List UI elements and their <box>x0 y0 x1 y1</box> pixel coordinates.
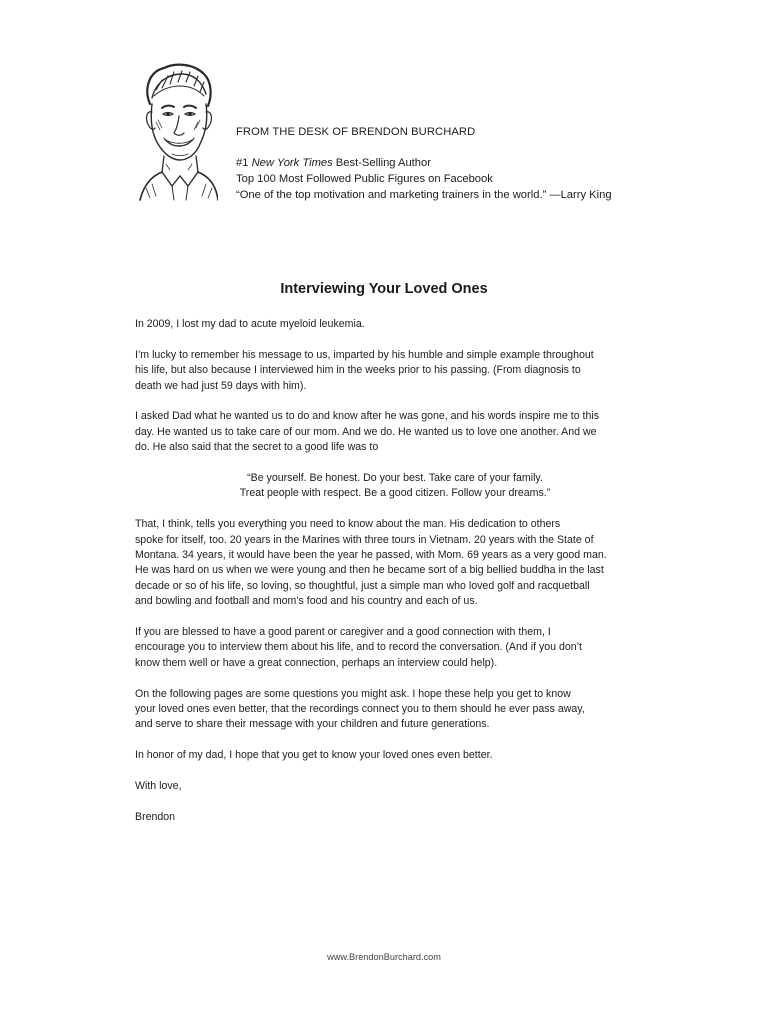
text-line: day. He wanted us to take care of our mom. And we do. He wanted us to love one another. And we <box>135 425 597 438</box>
text-line: spoke for itself, too. 20 years in the Marines with three tours in Vietnam. 20 years with the State of <box>135 533 594 546</box>
signature-name <box>135 810 655 825</box>
letter-body <box>135 317 655 841</box>
text-line: do. He also said that the secret to a good life was to <box>135 441 379 454</box>
text-line: He was hard on us when we were young and then he became sort of a big bellied buddha in the last <box>135 564 604 577</box>
text-line: death we had just 59 days with him). <box>135 379 307 392</box>
text-line: Brendon <box>135 810 176 823</box>
text-line: I’m lucky to remember his message to us, imparted by his humble and simple example throughout <box>135 348 594 361</box>
credential-bestseller <box>236 155 612 171</box>
from-desk-line: FROM THE DESK OF BRENDON BURCHARD <box>236 126 476 138</box>
text-line: his life, but also because I interviewed him in the weeks prior to his passing. (From diagnosis to <box>135 364 581 377</box>
paragraph-3 <box>135 409 655 455</box>
text-line: I asked Dad what he wanted us to do and know after he was gone, and his words inspire me to this <box>135 410 600 423</box>
closing-salutation <box>135 779 655 794</box>
paragraph-6 <box>135 687 655 733</box>
credential-facebook: Top 100 Most Followed Public Figures on Facebook <box>236 173 493 185</box>
quote-line: Treat people with respect. Be a good citizen. Follow your dreams.” <box>239 487 551 500</box>
text-line: and serve to share their message with your children and future generations. <box>135 718 490 731</box>
paragraph-4 <box>135 517 655 609</box>
dad-quote <box>135 471 655 502</box>
text-line: decade or so of his life, so loving, so thoughtful, just a simple man who loved golf and racquetball <box>135 579 590 592</box>
newspaper-name: New York Times <box>251 157 333 169</box>
text-line: With love, <box>135 780 182 793</box>
credential-prefix: #1 <box>236 157 252 169</box>
paragraph-1 <box>135 317 655 332</box>
testimonial-quote: “One of the top motivation and marketing trainers in the world.” —Larry King <box>236 189 612 201</box>
quote-line: “Be yourself. Be honest. Do your best. Take care of your family. <box>247 472 543 485</box>
text-line: In 2009, I lost my dad to acute myeloid leukemia. <box>135 318 365 330</box>
text-line: encourage you to interview them about his life, and to record the conversation. (And if you don’t <box>135 641 582 654</box>
text-line: know them well or have a great connection, perhaps an interview could help). <box>135 656 498 669</box>
text-line: and bowling and football and mom’s food and his country and each of us. <box>135 595 478 608</box>
letterhead <box>236 124 612 203</box>
text-line: In honor of my dad, I hope that you get to know your loved ones even better. <box>135 749 493 762</box>
footer-url: www.BrendonBurchard.com <box>327 952 441 962</box>
paragraph-5 <box>135 625 655 671</box>
paragraph-2 <box>135 348 655 394</box>
paragraph-7 <box>135 748 655 763</box>
page-title: Interviewing Your Loved Ones <box>280 281 488 297</box>
text-line: On the following pages are some questions you might ask. I hope these help you get to know <box>135 687 571 700</box>
text-line: Montana. 34 years, it would have been the year he passed, with Mom. 69 years as a very good man. <box>135 549 607 562</box>
text-line: That, I think, tells you everything you need to know about the man. His dedication to others <box>135 518 561 531</box>
credential-suffix: Best-Selling Author <box>332 157 431 169</box>
text-line: your loved ones even better, that the recordings connect you to them should he ever pass away, <box>135 703 585 716</box>
text-line: If you are blessed to have a good parent or caregiver and a good connection with them, I <box>135 626 551 639</box>
author-portrait <box>136 60 218 202</box>
